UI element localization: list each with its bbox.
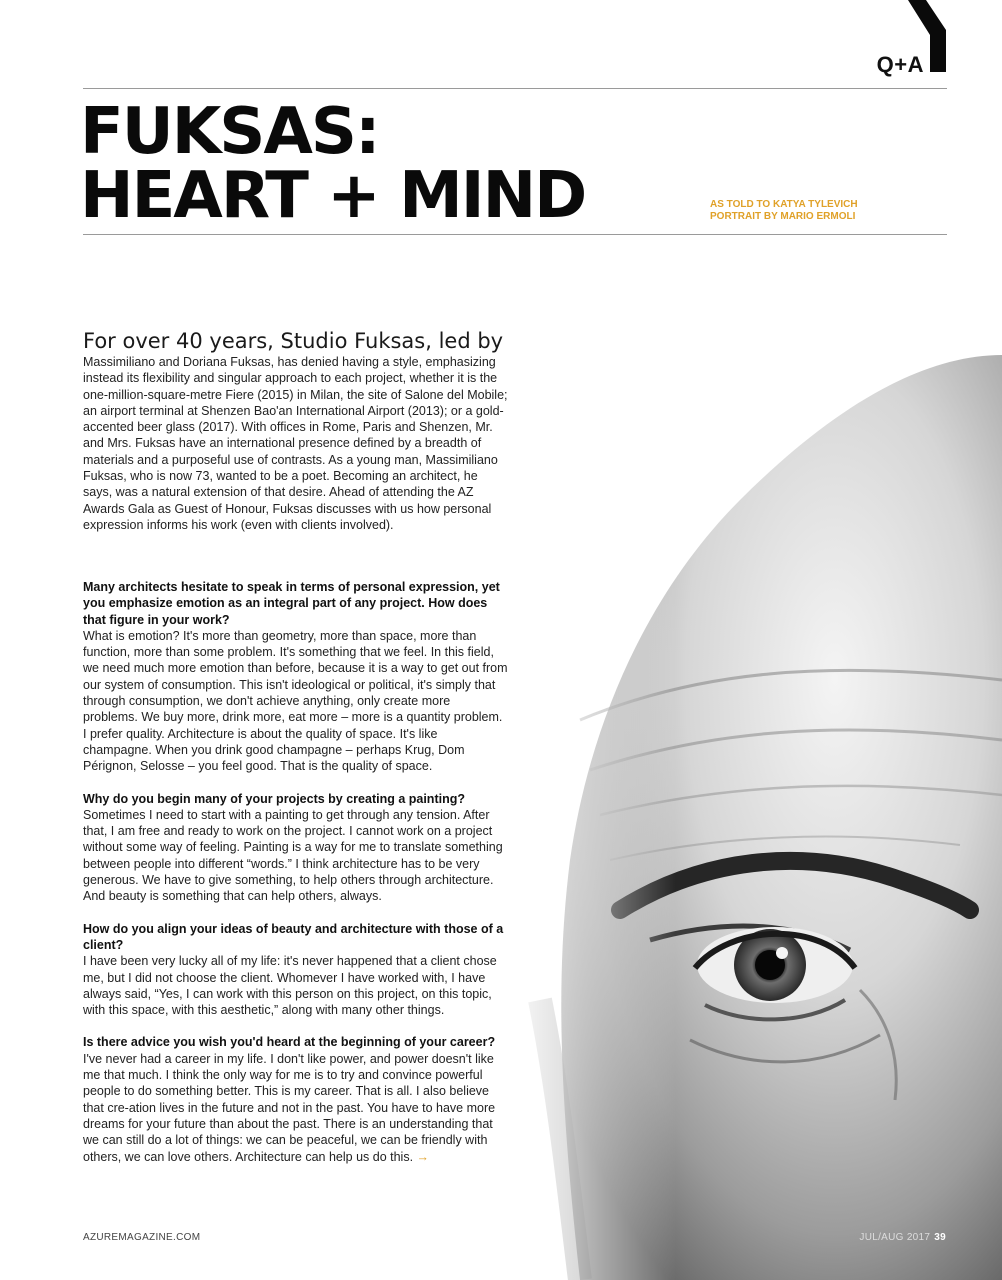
- page-number: 39: [934, 1232, 946, 1243]
- answer: Sometimes I need to start with a painting to get through any tension. After that, I am free and ready to work on the project. I cannot work on a project without some way of feeling. Painting is a way for me to translate something between people into different “words.” I think architecture has to be very generous. We have to give something, to help others through architecture. And beauty is something that can help others, always.: [83, 807, 503, 904]
- portrait-photo: [500, 300, 1002, 1280]
- answer: What is emotion? It's more than geometry, more than space, more than function, more than some problem. It's something that we feel. In this field, we need much more emotion than before, because it is a way to get out from our system of consumption. This isn't ideological or political, it's simply that through consumption, we don't achieve anything, only create more problems. We buy more, drink more, eat more – more is a quantity problem. I prefer quality. Architecture is about the quality of space. It's like champagne. When you drink good champagne – perhaps Krug, Dom Pérignon, Selosse – you feel good. That is the quality of space.: [83, 628, 508, 774]
- qa-item: [83, 579, 508, 775]
- end-arrow-icon: →: [416, 1149, 430, 1164]
- photo-credit: PORTRAIT BY MARIO ERMOLI: [710, 211, 856, 222]
- headline-line-1: FUKSAS:: [80, 95, 379, 169]
- qa-item: [83, 921, 508, 1019]
- intro-body: Massimiliano and Doriana Fuksas, has denied having a style, emphasizing instead its flexibility and singular approach to each project, whether it is the one-million-square-metre Fiere (2015) in Milan, the site of Salone del Mobile; an airport terminal at Shenzen Bao'an International Airport (2013); or a gold-accented beer glass (2017). With offices in Rome, Paris and Shenzen, Mr. and Mrs. Fuksas have an international presence defined by a breadth of materials and a purposeful use of contrasts. As a young man, Massimiliano Fuksas, who is now 73, wanted to be a poet. Becoming an architect, he says, was a natural extension of that desire. Ahead of attending the AZ Awards Gala as Guest of Honour, Fuksas discusses with us how personal expression informs his work (even with clients involved).: [83, 355, 508, 532]
- intro: [83, 328, 508, 533]
- answer: [83, 1051, 508, 1165]
- qa-section: [83, 579, 508, 1181]
- qa-item: [83, 1034, 508, 1164]
- answer: I have been very lucky all of my life: it's never happened that a client chose me, but I did not choose the client. Whomever I have worked with, I have always said, “Yes, I can work with this person on this project, on this topic, with this space, with this aesthetic,” along with many other things.: [83, 954, 497, 1018]
- top-rule: [83, 88, 947, 89]
- question: Why do you begin many of your projects by creating a painting?: [83, 791, 465, 806]
- section-tag: Q+A: [876, 52, 924, 77]
- question: How do you align your ideas of beauty and architecture with those of a client?: [83, 921, 504, 952]
- author-credit: AS TOLD TO KATYA TYLEVICH: [710, 199, 858, 210]
- question: Many architects hesitate to speak in terms of personal expression, yet you emphasize emotion as an integral part of any project. How does that figure in your work?: [83, 580, 500, 627]
- footer-issue: [859, 1232, 946, 1243]
- question: Is there advice you wish you'd heard at the beginning of your career?: [83, 1035, 496, 1050]
- issue-date: JUL/AUG 2017: [859, 1232, 931, 1243]
- footer-website: AZUREMAGAZINE.COM: [83, 1232, 201, 1243]
- headline-line-2: HEART + MIND: [80, 159, 586, 233]
- headline: [80, 95, 586, 233]
- answer-text: I've never had a career in my life. I don't like power, and power doesn't like me that much. I think the only way for me is to try and convince powerful people to do something better. This is my career. That is all. I also believe that cre-ation lives in the future and not in the past. You have to have more dreams for your future than about the past. There is an understanding that we can still do a lot of things: we can be peaceful, we can be friendly with others, we can love others. Architecture can help us do this.: [83, 1051, 496, 1164]
- bottom-rule: [83, 234, 947, 235]
- qa-item: [83, 791, 508, 905]
- intro-lead: For over 40 years, Studio Fuksas, led by: [83, 329, 504, 353]
- credits: [710, 199, 858, 223]
